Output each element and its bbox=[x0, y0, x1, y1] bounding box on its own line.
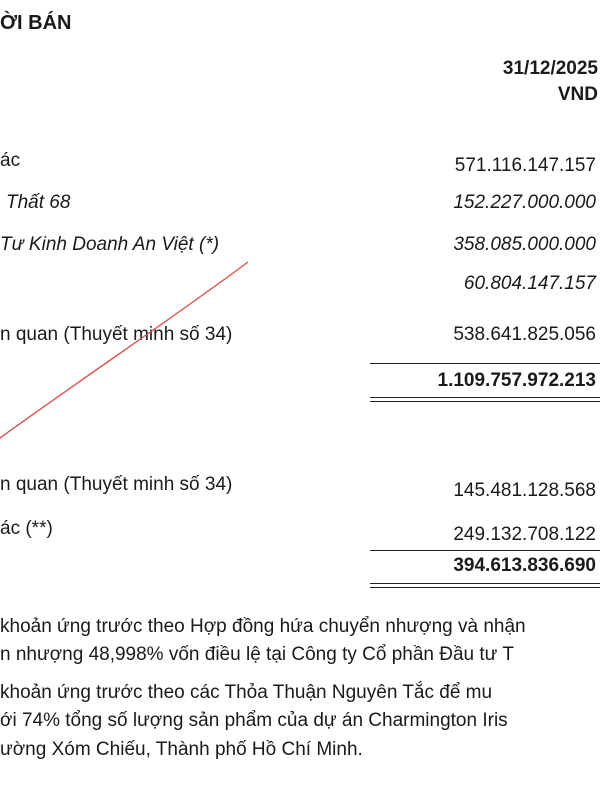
row-label-related-parties: n quan (Thuyết minh số 34) bbox=[0, 324, 233, 345]
note-line-4: ới 74% tổng số lượng sản phẩm của dự án Charmington Iris bbox=[0, 710, 508, 731]
subtotal-rule-2 bbox=[370, 550, 600, 551]
row-value-total-2: 394.613.836.690 bbox=[453, 555, 596, 576]
row-value-other-suppliers: 571.116.147.157 bbox=[454, 155, 596, 176]
row-label-that-68: Thất 68 bbox=[6, 192, 71, 213]
row-label-other-2: ác (**) bbox=[0, 518, 53, 539]
section-heading: ỜI BÁN bbox=[0, 12, 72, 34]
row-value-related-parties: 538.641.825.056 bbox=[453, 324, 596, 345]
row-value-that-68: 152.227.000.000 bbox=[453, 192, 596, 213]
note-line-5: ường Xóm Chiếu, Thành phố Hồ Chí Minh. bbox=[0, 739, 363, 760]
subtotal-rule bbox=[370, 363, 600, 364]
column-unit: VND bbox=[557, 84, 598, 105]
row-value-total-1: 1.109.757.972.213 bbox=[437, 370, 596, 391]
total-rule-top-2 bbox=[370, 583, 600, 584]
note-line-1: khoản ứng trước theo Hợp đồng hứa chuyển nhượng và nhận bbox=[0, 616, 526, 637]
row-value-an-viet: 358.085.000.000 bbox=[453, 234, 596, 255]
note-line-2: n nhượng 48,998% vốn điều lệ tại Công ty Cổ phần Đầu tư T bbox=[0, 644, 514, 665]
row-label-an-viet: Tư Kinh Doanh An Việt (*) bbox=[0, 234, 220, 255]
row-value-related-parties-2: 145.481.128.568 bbox=[453, 480, 596, 501]
column-date: 31/12/2025 bbox=[502, 58, 598, 79]
total-rule-bottom bbox=[370, 401, 600, 402]
row-label-related-parties-2: n quan (Thuyết minh số 34) bbox=[0, 474, 233, 495]
row-value-other-item: 60.804.147.157 bbox=[463, 273, 596, 294]
total-rule-bottom-2 bbox=[370, 587, 600, 588]
row-label-other-suppliers: ác bbox=[0, 150, 21, 171]
total-rule-top bbox=[370, 397, 600, 398]
row-value-other-2: 249.132.708.122 bbox=[453, 524, 596, 545]
note-line-3: khoản ứng trước theo các Thỏa Thuận Nguyên Tắc để mu bbox=[0, 682, 493, 703]
